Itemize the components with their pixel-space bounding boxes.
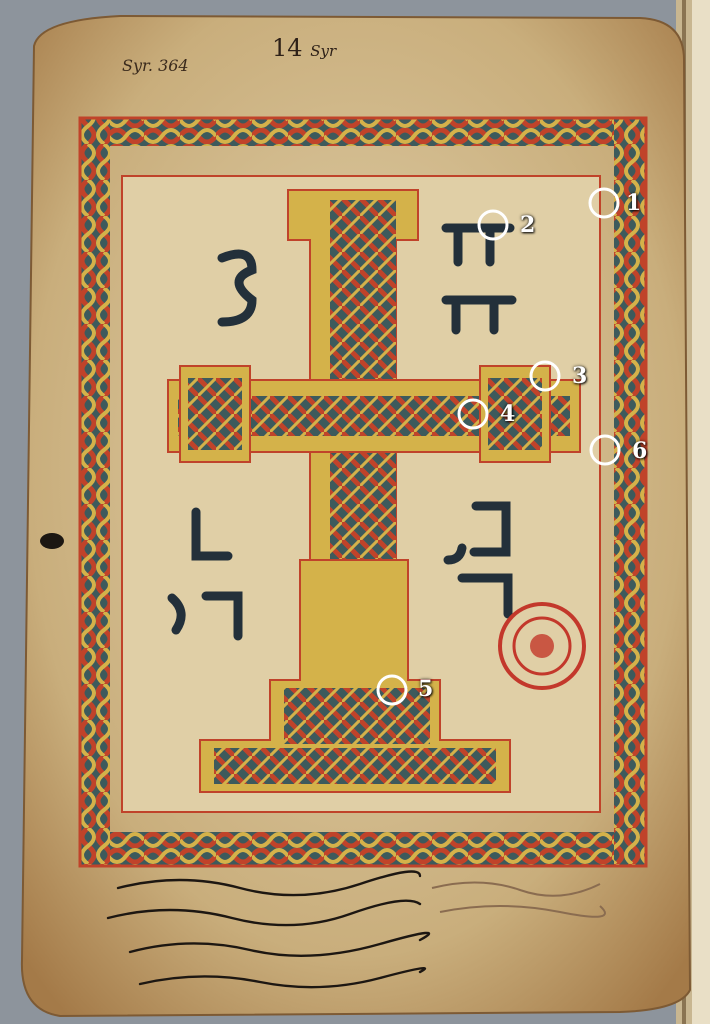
shelfmark-number-main: 14 [272, 34, 303, 62]
shelfmark-number [272, 34, 336, 62]
marker-label-5: 5 [418, 676, 434, 702]
marker-label-1: 1 [626, 190, 642, 216]
marker-label-2: 2 [520, 212, 536, 238]
marker-label-6: 6 [632, 438, 648, 464]
marker-label-3: 3 [572, 363, 588, 389]
shelfmark-old: Syr. 364 [122, 56, 189, 75]
marker-label-4: 4 [500, 401, 516, 427]
shelfmark-number-suffix: Syr [310, 42, 337, 60]
binding-hole [40, 533, 64, 549]
library-seal [500, 604, 584, 688]
